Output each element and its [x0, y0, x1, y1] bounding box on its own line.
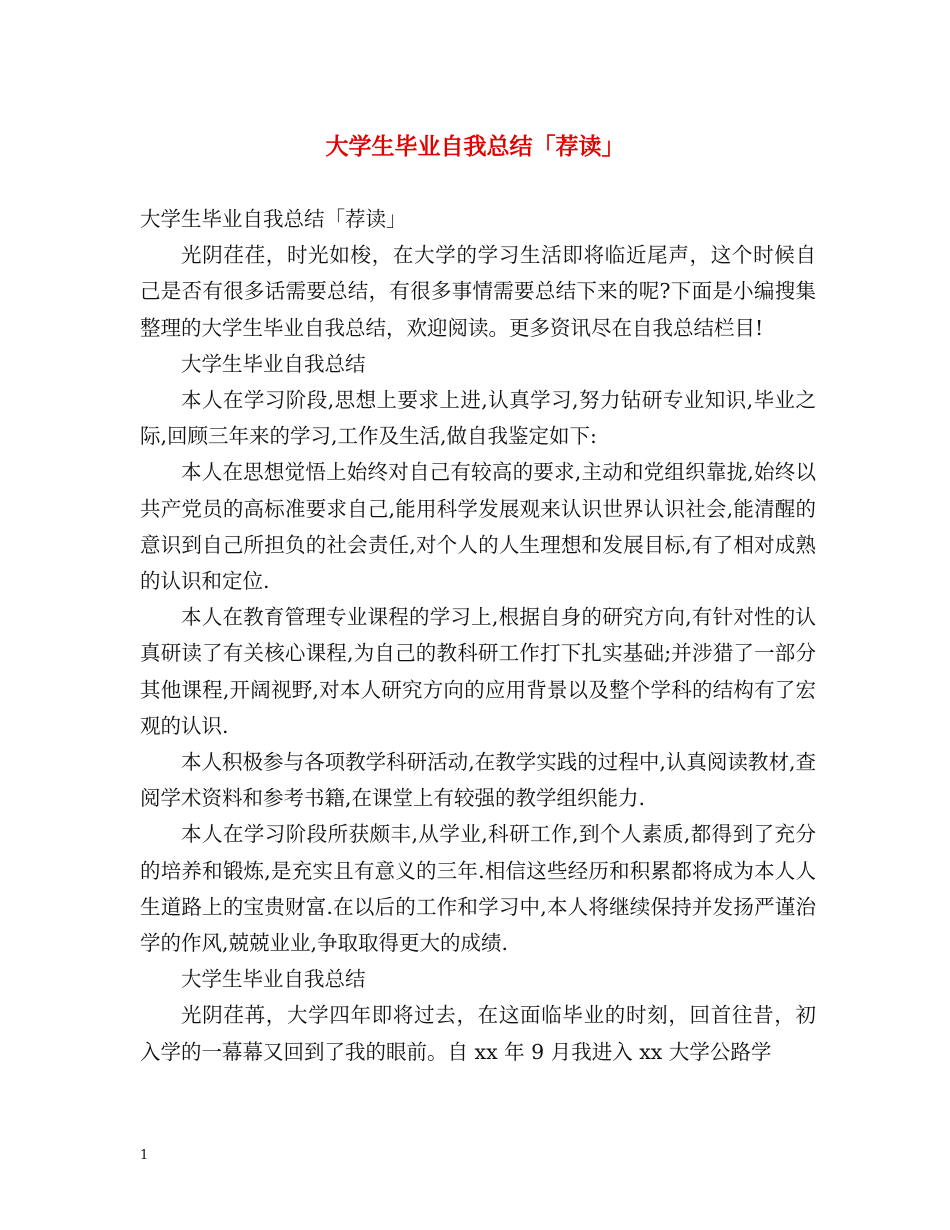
document-body — [140, 201, 816, 1070]
body-paragraph: 本人在学习阶段,思想上要求上进,认真学习,努力钻研专业知识,毕业之际,回顾三年来的学习,工作及生活,做自我鉴定如下: — [140, 388, 816, 449]
body-paragraph: 本人在思想觉悟上始终对自己有较高的要求,主动和党组织靠拢,始终以共产党员的高标准要求自己,能用科学发展观来认识世界认识社会,能清醒的意识到自己所担负的社会责任,对个人的人生理想和发展目标,有了相对成熟的认识和定位. — [140, 460, 816, 594]
section-heading: 大学生毕业自我总结 — [181, 967, 366, 992]
page-number: 1 — [140, 1148, 149, 1163]
body-paragraph: 本人在教育管理专业课程的学习上,根据自身的研究方向,有针对性的认真研读了有关核心课程,为自己的教科研工作打下扎实基础;并涉猎了一部分其他课程,开阔视野,对本人研究方向的应用背景以及整个学科的结构有了宏观的认识. — [140, 605, 816, 738]
intro-paragraph: 光阴荏荏，时光如梭，在大学的学习生活即将临近尾声，这个时候自己是否有很多话需要总结，有很多事情需要总结下来的呢?下面是小编搜集整理的大学生毕业自我总结，欢迎阅读。更多资讯尽在自我总结栏目! — [140, 243, 816, 340]
body-paragraph: 本人积极参与各项教学科研活动,在教学实践的过程中,认真阅读教材,查阅学术资料和参考书籍,在课堂上有较强的教学组织能力. — [140, 750, 816, 811]
body-paragraph: 光阴荏苒，大学四年即将过去，在这面临毕业的时刻，回首往昔，初入学的一幕幕又回到了我的眼前。自 xx 年 9 月我进入 xx 大学公路学 — [140, 1003, 816, 1064]
document-title: 大学生毕业自我总结「荐读」 — [325, 134, 625, 160]
section-heading: 大学生毕业自我总结 — [181, 351, 366, 376]
body-paragraph: 本人在学习阶段所获颇丰,从学业,科研工作,到个人素质,都得到了充分的培养和锻炼,是充实且有意义的三年.相信这些经历和积累都将成为本人人生道路上的宝贵财富.在以后的工作和学习中,本人将继续保持并发扬严谨治学的作风,兢兢业业,争取取得更大的成绩. — [140, 822, 816, 956]
subtitle-paragraph: 大学生毕业自我总结「荐读」 — [140, 207, 407, 231]
